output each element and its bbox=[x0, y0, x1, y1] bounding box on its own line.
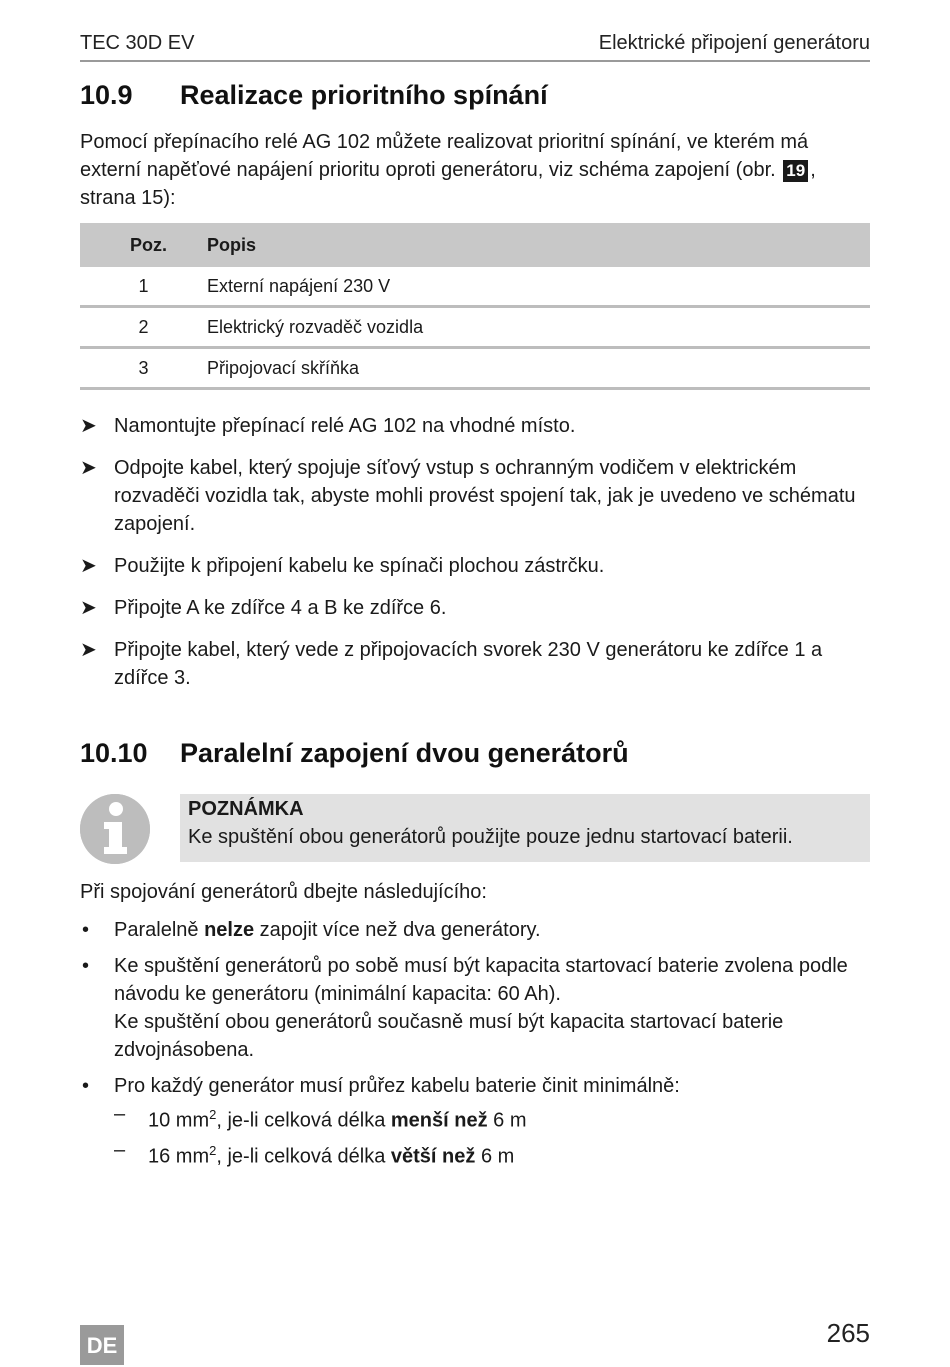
arrow-icon: ➤ bbox=[80, 415, 97, 437]
arrow-icon: ➤ bbox=[80, 597, 97, 619]
bullet-emphasis: nelze bbox=[204, 919, 255, 941]
list-item bbox=[80, 412, 870, 440]
sub-emphasis: větší než bbox=[390, 1145, 476, 1168]
bullet-text: zapojit více než dva generátory. bbox=[259, 919, 541, 941]
table-cell-description: Externí napájení 230 V bbox=[207, 267, 870, 307]
table-cell-description: Připojovací skříňka bbox=[207, 348, 870, 389]
info-icon bbox=[80, 794, 150, 864]
table-cell-description: Elektrický rozvaděč vozidla bbox=[207, 307, 870, 348]
position-table bbox=[80, 223, 870, 390]
bullet-text: Ke spuštění generátorů po sobě musí být kapacita startovací baterie zvolena podle návodu ke generátoru (minimální kapacita: 60 Ah). bbox=[114, 955, 848, 1005]
step-text: Namontujte přepínací relé AG 102 na vhodné místo. bbox=[114, 415, 576, 437]
list-item bbox=[80, 454, 870, 538]
list-item bbox=[80, 594, 870, 622]
length-value: 6 m bbox=[480, 1145, 515, 1168]
intro-text: Pomocí přepínacího relé AG 102 můžete realizovat prioritní spínání, ve kterém má externí napěťové napájení prioritu oproti generátoru, viz schéma zapojení (obr. bbox=[80, 131, 809, 181]
page-header bbox=[80, 30, 870, 62]
language-badge: DE bbox=[80, 1325, 124, 1365]
section-number: 10.10 bbox=[80, 738, 148, 768]
note-text: Ke spuštění obou generátorů použijte pouze jednu startovací baterii. bbox=[188, 826, 793, 848]
section-title: Realizace prioritního spínání bbox=[180, 80, 548, 110]
table-row bbox=[80, 267, 870, 307]
table-row bbox=[80, 348, 870, 389]
bullet-text: Ke spuštění obou generátorů současně musí být kapacita startovací baterie zdvojnásobena. bbox=[114, 1011, 784, 1061]
lead-paragraph: Při spojování generátorů dbejte následujícího: bbox=[80, 881, 487, 903]
list-item bbox=[80, 552, 870, 580]
step-text: Odpojte kabel, který spojuje síťový vstup s ochranným vodičem v elektrickém rozvaděči vozidla tak, abyste mohli provést spojení tak, jak je uvedeno ve schématu zapojení. bbox=[114, 457, 856, 535]
bullet-text: Paralelně bbox=[114, 919, 199, 941]
dash-icon: – bbox=[114, 1103, 126, 1125]
table-row bbox=[80, 307, 870, 348]
page-number: 265 bbox=[826, 1318, 870, 1348]
column-header-position: Poz. bbox=[80, 223, 207, 267]
arrow-icon: ➤ bbox=[80, 639, 97, 661]
header-model: TEC 30D EV bbox=[80, 32, 195, 54]
note-box bbox=[180, 794, 870, 862]
sub-list-item bbox=[114, 1100, 870, 1136]
list-item bbox=[80, 636, 870, 692]
table-cell-position: 2 bbox=[80, 307, 207, 348]
header-chapter: Elektrické připojení generátoru bbox=[598, 32, 870, 54]
bullet-text: Pro každý generátor musí průřez kabelu baterie činit minimálně: bbox=[114, 1075, 680, 1097]
table-header-row bbox=[80, 223, 870, 267]
step-text: Připojte A ke zdířce 4 a B ke zdířce 6. bbox=[114, 597, 447, 619]
superscript: 2 bbox=[209, 1142, 217, 1158]
cross-section-value: 10 mm bbox=[148, 1109, 210, 1132]
table-cell-position: 1 bbox=[80, 267, 207, 307]
figure-reference-badge[interactable]: 19 bbox=[783, 160, 808, 182]
bullet-icon: • bbox=[82, 1075, 90, 1097]
bullet-icon: • bbox=[82, 955, 90, 977]
arrow-icon: ➤ bbox=[80, 555, 97, 577]
superscript: 2 bbox=[209, 1107, 217, 1122]
table-cell-position: 3 bbox=[80, 348, 207, 389]
column-header-description: Popis bbox=[207, 223, 870, 267]
sub-text: , je-li celková délka bbox=[216, 1109, 386, 1132]
list-item bbox=[80, 916, 870, 944]
arrow-icon: ➤ bbox=[80, 457, 97, 479]
requirements-list bbox=[80, 916, 870, 1179]
intro-paragraph bbox=[80, 128, 870, 212]
dash-icon: – bbox=[114, 1138, 126, 1161]
list-item bbox=[80, 1072, 870, 1171]
length-value: 6 m bbox=[493, 1109, 527, 1132]
note-title: POZNÁMKA bbox=[188, 798, 304, 820]
instruction-steps bbox=[80, 412, 870, 706]
bullet-icon: • bbox=[82, 919, 90, 941]
cross-section-value: 16 mm bbox=[148, 1145, 210, 1168]
sub-emphasis: menší než bbox=[390, 1109, 488, 1132]
section-title: Paralelní zapojení dvou generátorů bbox=[180, 738, 629, 768]
sub-text: , je-li celková délka bbox=[216, 1145, 386, 1168]
step-text: Připojte kabel, který vede z připojovacích svorek 230 V generátoru ke zdířce 1 a zdířce 3. bbox=[114, 639, 823, 689]
section-number: 10.9 bbox=[80, 80, 133, 110]
sub-list-item bbox=[114, 1136, 870, 1172]
intro-text-end: , strana 15): bbox=[80, 159, 816, 209]
step-text: Použijte k připojení kabelu ke spínači plochou zástrčku. bbox=[114, 555, 605, 577]
list-item bbox=[80, 952, 870, 1064]
